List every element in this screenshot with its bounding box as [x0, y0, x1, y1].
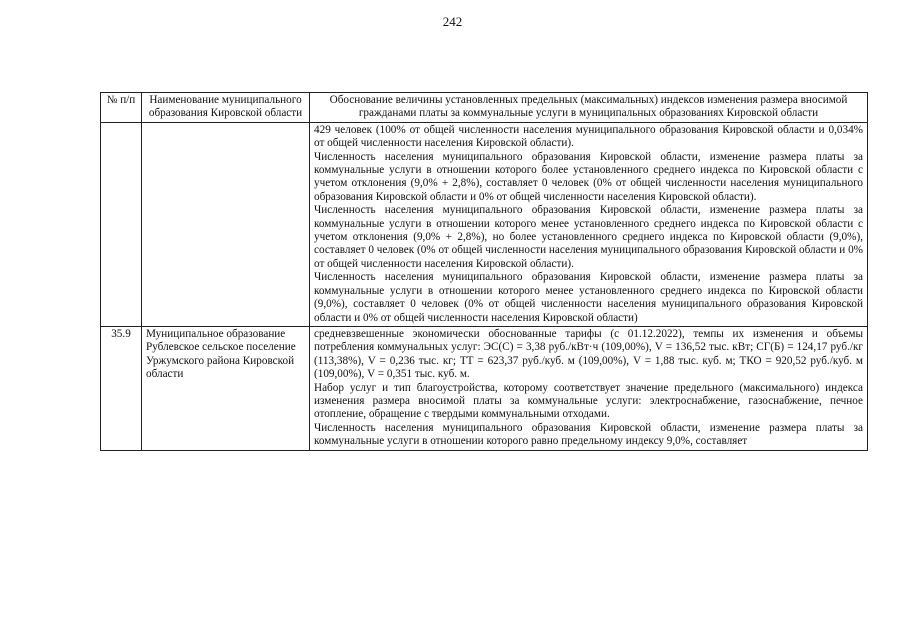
paragraph: Набор услуг и тип благоустройства, которому соответствует значение предельного (максимального) индекса изменения размера вносимой платы за коммунальные услуги: электроснабжение, газоснабжение, печное отопление, обращение с твердыми коммунальными отходами. [314, 381, 863, 421]
tariff-justification-table [100, 92, 868, 451]
paragraph: Численность населения муниципального образования Кировской области, изменение размера платы за коммунальные услуги в отношении которого менее установленного среднего индекса по Кировской области (9,0%), составляет 0 человек (0% от общей численности населения муниципального образования Кировской области и 0% от общей численности населения Кировской области) [314, 271, 863, 324]
page-number: 242 [442, 14, 463, 29]
row-continued-name [142, 122, 310, 326]
row-35-9-number: 35.9 [101, 326, 142, 450]
table-row-continued [101, 122, 868, 326]
header-justification: Обоснование величины установленных предельных (максимальных) индексов изменения размера вносимой гражданами платы за коммунальные услуги в муниципальных образованиях Кировской области [310, 93, 868, 123]
row-continued-justification [310, 122, 868, 326]
table-row-35-9 [101, 326, 868, 450]
paragraph: Численность населения муниципального образования Кировской области, изменение размера платы за коммунальные услуги в отношении которого более установленного среднего индекса по Кировской области с учетом отклонения (9,0% + 2,8%), составляет 0 человек (0% от общей численности населения муниципального образования Кировской области и 0% от общей численности населения Кировской области). [314, 150, 863, 203]
paragraph: средневзвешенные экономически обоснованные тарифы (с 01.12.2022), темпы их изменения и объемы потребления коммунальных услуг: ЭС(С) = 3,38 руб./кВт·ч (109,00%), V = 136,52 тыс. кВт; СГ(Б) = 124,17 руб./кг (113,38%), V = 0,236 тыс. кг; ТТ = 623,37 руб./куб. м (109,00%), V = 1,88 тыс. куб. м; ТКО = 920,52 руб./куб. м (109,00%), V = 0,351 тыс. куб. м. [314, 327, 863, 381]
row-35-9-municipality-name: Муниципальное образование Рублевское сельское поселение Уржумского района Кировской области [142, 326, 310, 450]
paragraph: Численность населения муниципального образования Кировской области, изменение размера платы за коммунальные услуги в отношении которого менее установленного среднего индекса по Кировской области с учетом отклонения (9,0% + 2,8%), но более установленного среднего индекса по Кировской области (9,0%), составляет 0 человек (0% от общей численности населения муниципального образования Кировской области и 0% от общей численности населения Кировской области). [314, 204, 863, 270]
paragraph: 429 человек (100% от общей численности населения муниципального образования Кировской области и 0,034% от общей численности населения Кировской области). [314, 123, 863, 150]
table-header-row [101, 93, 868, 123]
header-number: № п/п [101, 93, 142, 123]
row-35-9-justification [310, 326, 868, 450]
row-continued-number [101, 122, 142, 326]
paragraph: Численность населения муниципального образования Кировской области, изменение размера платы за коммунальные услуги в отношении которого равно предельному индексу 9,0%, составляет [314, 421, 863, 448]
header-municipality-name: Наименование муниципального образования Кировской области [142, 93, 310, 123]
